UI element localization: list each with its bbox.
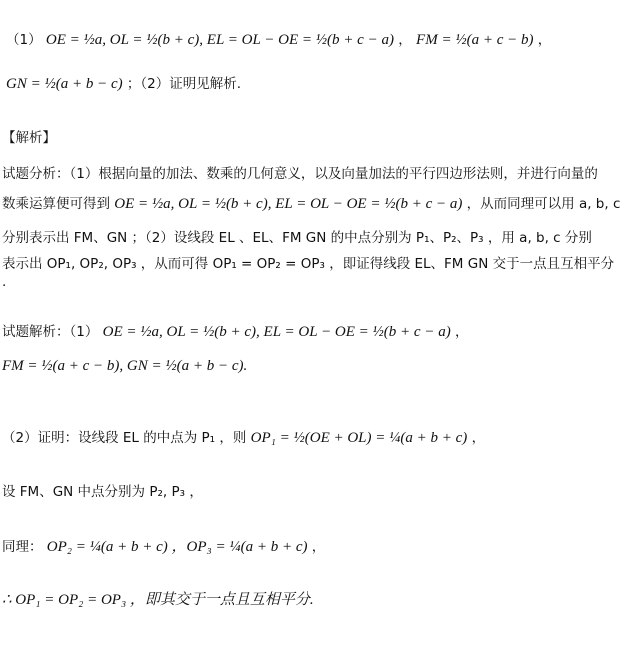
answer-part2: ；（2）证明见解析. — [126, 76, 242, 92]
analysis-formula: OE = ½a, OL = ½(b + c), EL = OL − OE = ½(b + c − a) — [114, 196, 463, 212]
proof-line: （2）证明：设线段 EL 的中点为 P₁ ，则 OP₁ = ½(OE + OL) = ¼(a + b + c) ， — [2, 430, 486, 446]
solution-line-1: 试题解析：（1） OE = ½a, OL = ½(b + c), EL = OL − OE = ½(b + c − a) ， — [2, 324, 469, 340]
part1-label: （1） — [6, 32, 42, 48]
answer-oe-formula: OE = ½a, OL = ½(b + c), EL = OL − OE = ½(b + c − a) — [45, 32, 394, 48]
therefore-formula: ∴ OP₁ = OP₂ = OP₃ ，即其交于一点且互相平分. — [2, 592, 314, 608]
analysis-line-2: 数乘运算便可得到 OE = ½a, OL = ½(b + c), EL = OL − OE = ½(b + c − a) ，从而同理可以用 a, b, c — [2, 196, 621, 212]
answer-line-1: （1） OE = ½a, OL = ½(b + c), EL = OL − OE = ½(b + c − a) ， FM = ½(a + c − b) ， — [6, 32, 552, 48]
analysis-header: 【解析】 — [2, 130, 56, 146]
solution-formula-2: FM = ½(a + c − b), GN = ½(a + b − c). — [2, 358, 248, 374]
same-formula: OP₂ = ¼(a + b + c) ，OP₃ = ¼(a + b + c) — [46, 539, 308, 555]
analysis-line-1: 试题分析：（1）根据向量的加法、数乘的几何意义，以及向量加法的平行四边形法则，并进行向量的 — [2, 166, 598, 182]
analysis-line-3: 分别表示出 FM、GN ；（2）设线段 EL 、EL、FM GN 的中点分别为 P₁、P₂、P₃ ，用 a, b, c 分别 — [2, 230, 592, 246]
proof-formula: OP₁ = ½(OE + OL) = ¼(a + b + c) — [250, 430, 468, 446]
analysis-line-5: . — [2, 274, 7, 290]
solution-formula-1: OE = ½a, OL = ½(b + c), EL = OL − OE = ½(b + c − a) — [102, 324, 451, 340]
therefore-line — [2, 588, 314, 609]
answer-line-2 — [6, 72, 241, 93]
same-line: 同理： OP₂ = ¼(a + b + c) ，OP₃ = ¼(a + b + c) ， — [2, 539, 326, 555]
solution-line-2 — [2, 358, 247, 375]
answer-gn-formula: GN = ½(a + b − c) — [6, 76, 123, 92]
let-line: 设 FM、GN 中点分别为 P₂, P₃ ， — [2, 484, 203, 500]
answer-fm-formula: FM = ½(a + c − b) — [416, 32, 534, 48]
analysis-line-4: 表示出 OP₁, OP₂, OP₃ ，从而可得 OP₁ = OP₂ = OP₃ ，即证得线段 EL、FM GN 交于一点且互相平分 — [2, 256, 615, 272]
